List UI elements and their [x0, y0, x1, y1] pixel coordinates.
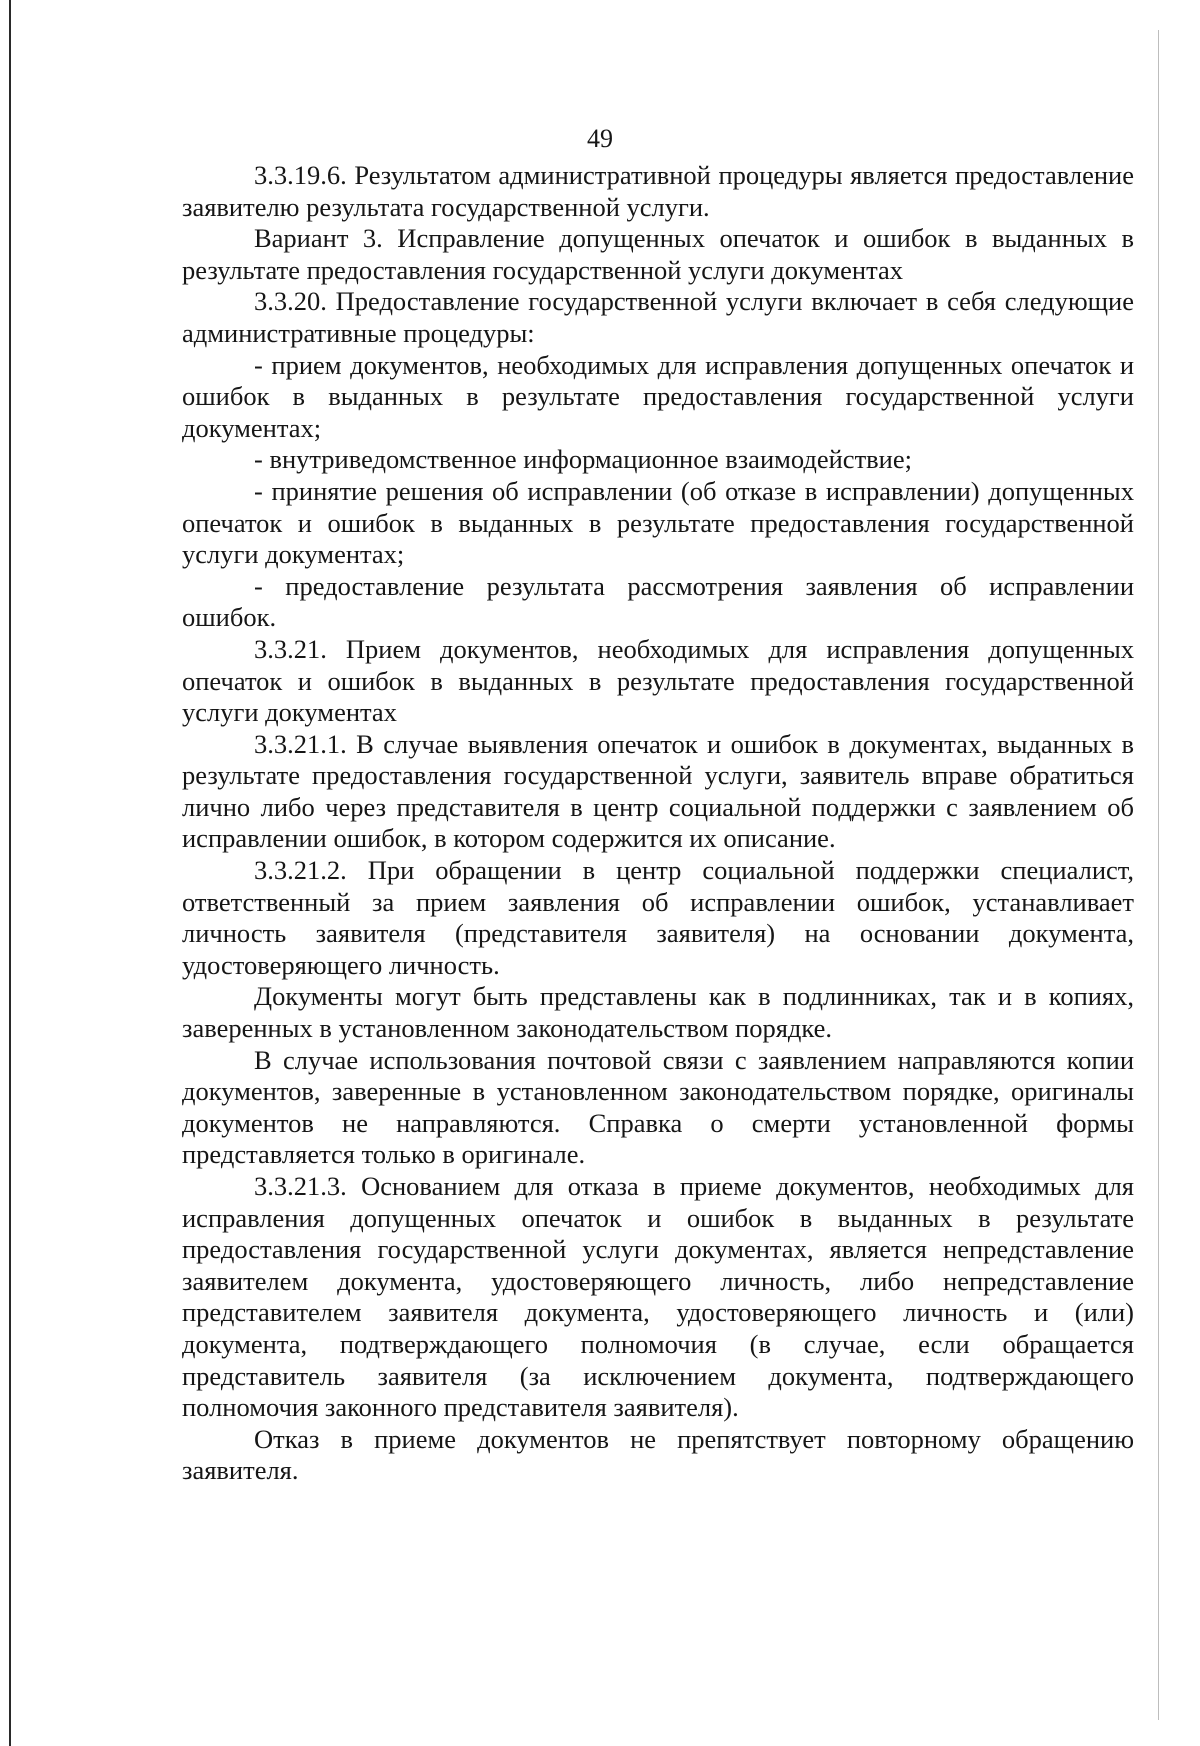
paragraph-3-3-21-1: 3.3.21.1. В случае выявления опечаток и ошибок в документах, выданных в результате предоставления государственной услуги, заявитель вправе обратиться лично либо через представителя в центр социальной поддержки с заявлением об исправлении ошибок, в котором содержится их описание.: [182, 728, 1134, 854]
scan-edge-left: [9, 0, 11, 1746]
paragraph-3-3-21-2: 3.3.21.2. При обращении в центр социальной поддержки специалист, ответственный за прием заявления об исправлении ошибок, устанавливает личность заявителя (представителя заявителя) на основании документа, удостоверяющего личность.: [182, 855, 1134, 980]
scan-edge-right: [1158, 30, 1159, 1720]
paragraph-postal-service: В случае использования почтовой связи с заявлением направляются копии документов, заверенные в установленном законодательством порядке, оригиналы документов не направляются. Справка о смерти установленной формы представляется только в оригинале.: [182, 1044, 1134, 1170]
paragraph-variant-3-heading: Вариант 3. Исправление допущенных опечаток и ошибок в выданных в результате предоставления государственной услуги документах: [182, 223, 1134, 285]
list-item-procedure-2: - внутриведомственное информационное взаимодействие;: [254, 444, 912, 475]
paragraph-3-3-21: 3.3.21. Прием документов, необходимых для исправления допущенных опечаток и ошибок в выданных в результате предоставления государственной услуги документах: [182, 633, 1134, 728]
paragraph-3-3-19-6: 3.3.19.6. Результатом административной процедуры является предоставление заявителю результата государственной услуги.: [182, 160, 1134, 222]
paragraph-3-3-20: 3.3.20. Предоставление государственной услуги включает в себя следующие административные процедуры:: [182, 286, 1134, 348]
list-item-procedure-4: - предоставление результата рассмотрения заявления об исправлении ошибок.: [182, 570, 1134, 633]
paragraph-refusal-note: Отказ в приеме документов не препятствует повторному обращению заявителя.: [182, 1423, 1134, 1486]
document-body: [182, 160, 1134, 1487]
paragraph-documents-copies: Документы могут быть представлены как в подлинниках, так и в копиях, заверенных в установленном законодательством порядке.: [182, 981, 1134, 1044]
list-item-procedure-3: - принятие решения об исправлении (об отказе в исправлении) допущенных опечаток и ошибок в выданных в результате предоставления государственной услуги документах;: [182, 475, 1134, 570]
page-number: 49: [587, 124, 613, 153]
paragraph-3-3-21-3: 3.3.21.3. Основанием для отказа в приеме документов, необходимых для исправления допущенных опечаток и ошибок в выданных в результате предоставления государственной услуги документах, является непредставление заявителем документа, удостоверяющего личность, либо непредставление представителем заявителя документа, удостоверяющего личность и (или) документа, подтверждающего полномочия (в случае, если обращается представитель заявителя (за исключением документа, подтверждающего полномочия законного представителя заявителя).: [182, 1171, 1134, 1423]
list-item-procedure-1: - прием документов, необходимых для исправления допущенных опечаток и ошибок в выданных в результате предоставления государственной услуги документах;: [182, 349, 1134, 443]
